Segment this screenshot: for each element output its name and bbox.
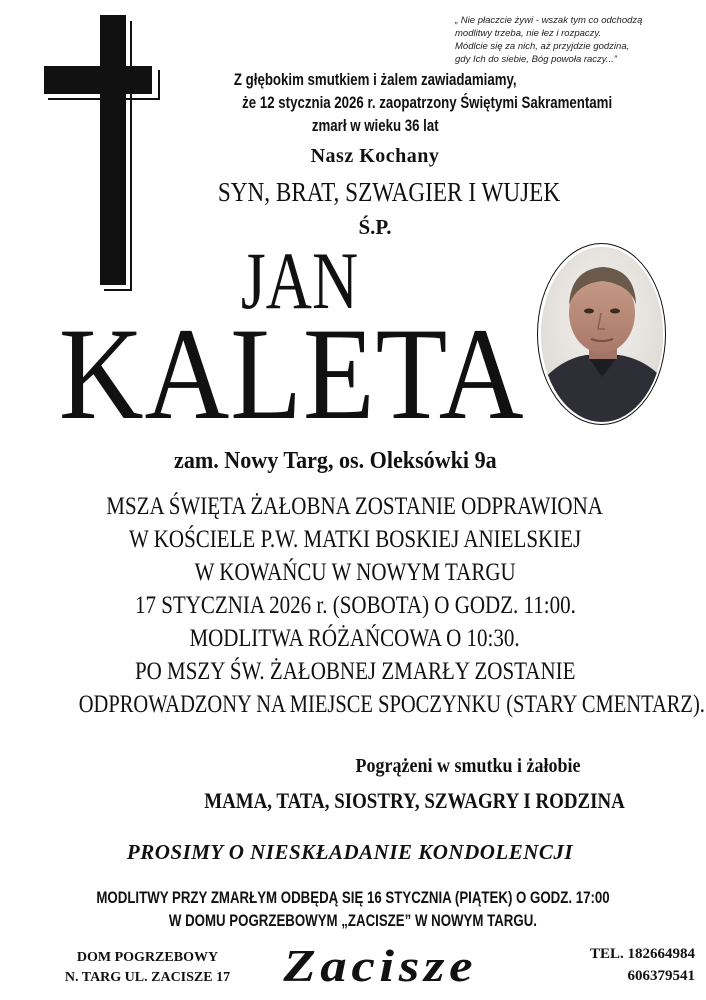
phone-2: 606379541: [627, 968, 695, 984]
intro-line: że 12 stycznia 2026 r. zaopatrzony Świętymi Sakramentami: [242, 93, 613, 112]
mourners-names: MAMA, TATA, SIOSTRY, SZWAGRY I RODZINA: [204, 788, 626, 813]
mass-line: 17 STYCZNIA 2026 r. (SOBOTA) O GODZ. 11:00.: [134, 592, 576, 619]
funeral-home-address: N. TARG UL. ZACISZE 17: [64, 970, 231, 985]
intro-line: zmarł w wieku 36 lat: [311, 116, 439, 135]
funeral-home-label: DOM POGRZEBOWY: [76, 950, 219, 965]
quote-line: gdy Ich do siebie, Bóg powoła raczy...”: [455, 54, 617, 65]
last-name: KALETA: [58, 300, 525, 447]
intro-block: [190, 70, 613, 139]
condolences-request: PROSIMY O NIESKŁADANIE KONDOLENCJI: [126, 840, 574, 864]
prayers-line: W DOMU POGRZEBOWYM „ZACISZE” W NOWYM TARGU.: [168, 911, 538, 930]
quote-line: „ Nie płaczcie żywi - wszak tym co odchodzą: [455, 15, 643, 26]
nasz-kochany: Nasz Kochany: [310, 145, 440, 167]
funeral-home-info: [40, 948, 255, 988]
telephone-info: [520, 945, 695, 989]
quote-line: modlitwy trzeba, nie łez i rozpaczy.: [455, 28, 602, 39]
portrait-photo: [541, 247, 663, 422]
first-name: JAN: [241, 235, 359, 326]
intro-line: Z głębokim smutkiem i żalem zawiadamiamy,: [233, 70, 517, 89]
portrait-image: [541, 247, 663, 422]
cross-icon: [100, 15, 126, 285]
mass-line: W KOWAŃCU W NOWYM TARGU: [194, 559, 516, 586]
mass-line: ODPROWADZONY NA MIEJSCE SPOCZYNKU (STARY CMENTARZ).: [78, 691, 705, 718]
zacisze-logo: Zacisze: [283, 940, 477, 991]
quote-line: Módlcie się za nich, aż przyjdzie godzina,: [455, 41, 630, 52]
relation: SYN, BRAT, SZWAGIER I WUJEK: [217, 177, 561, 207]
mass-line: W KOŚCIELE P.W. MATKI BOSKIEJ ANIELSKIEJ: [128, 526, 582, 553]
mass-line: PO MSZY ŚW. ŻAŁOBNEJ ZMARŁY ZOSTANIE: [134, 658, 576, 685]
mass-line: MSZA ŚWIĘTA ŻAŁOBNA ZOSTANIE ODPRAWIONA: [106, 493, 604, 520]
phone-1: TEL. 182664984: [589, 946, 695, 962]
mourners-intro: Pogrążeni w smutku i żałobie: [355, 755, 580, 777]
mass-line: MODLITWA RÓŻAŃCOWA O 10:30.: [189, 625, 521, 652]
poem-quote: [455, 14, 700, 66]
cross-bar: [44, 66, 152, 94]
sp-label: Ś.P.: [358, 215, 392, 239]
mass-info: [10, 493, 705, 724]
prayers-line: MODLITWY PRZY ZMARŁYM ODBĘDĄ SIĘ 16 STYCZNIA (PIĄTEK) O GODZ. 17:00: [96, 888, 610, 907]
address: zam. Nowy Targ, os. Oleksówki 9a: [173, 448, 497, 474]
prayers-info: [0, 888, 706, 934]
